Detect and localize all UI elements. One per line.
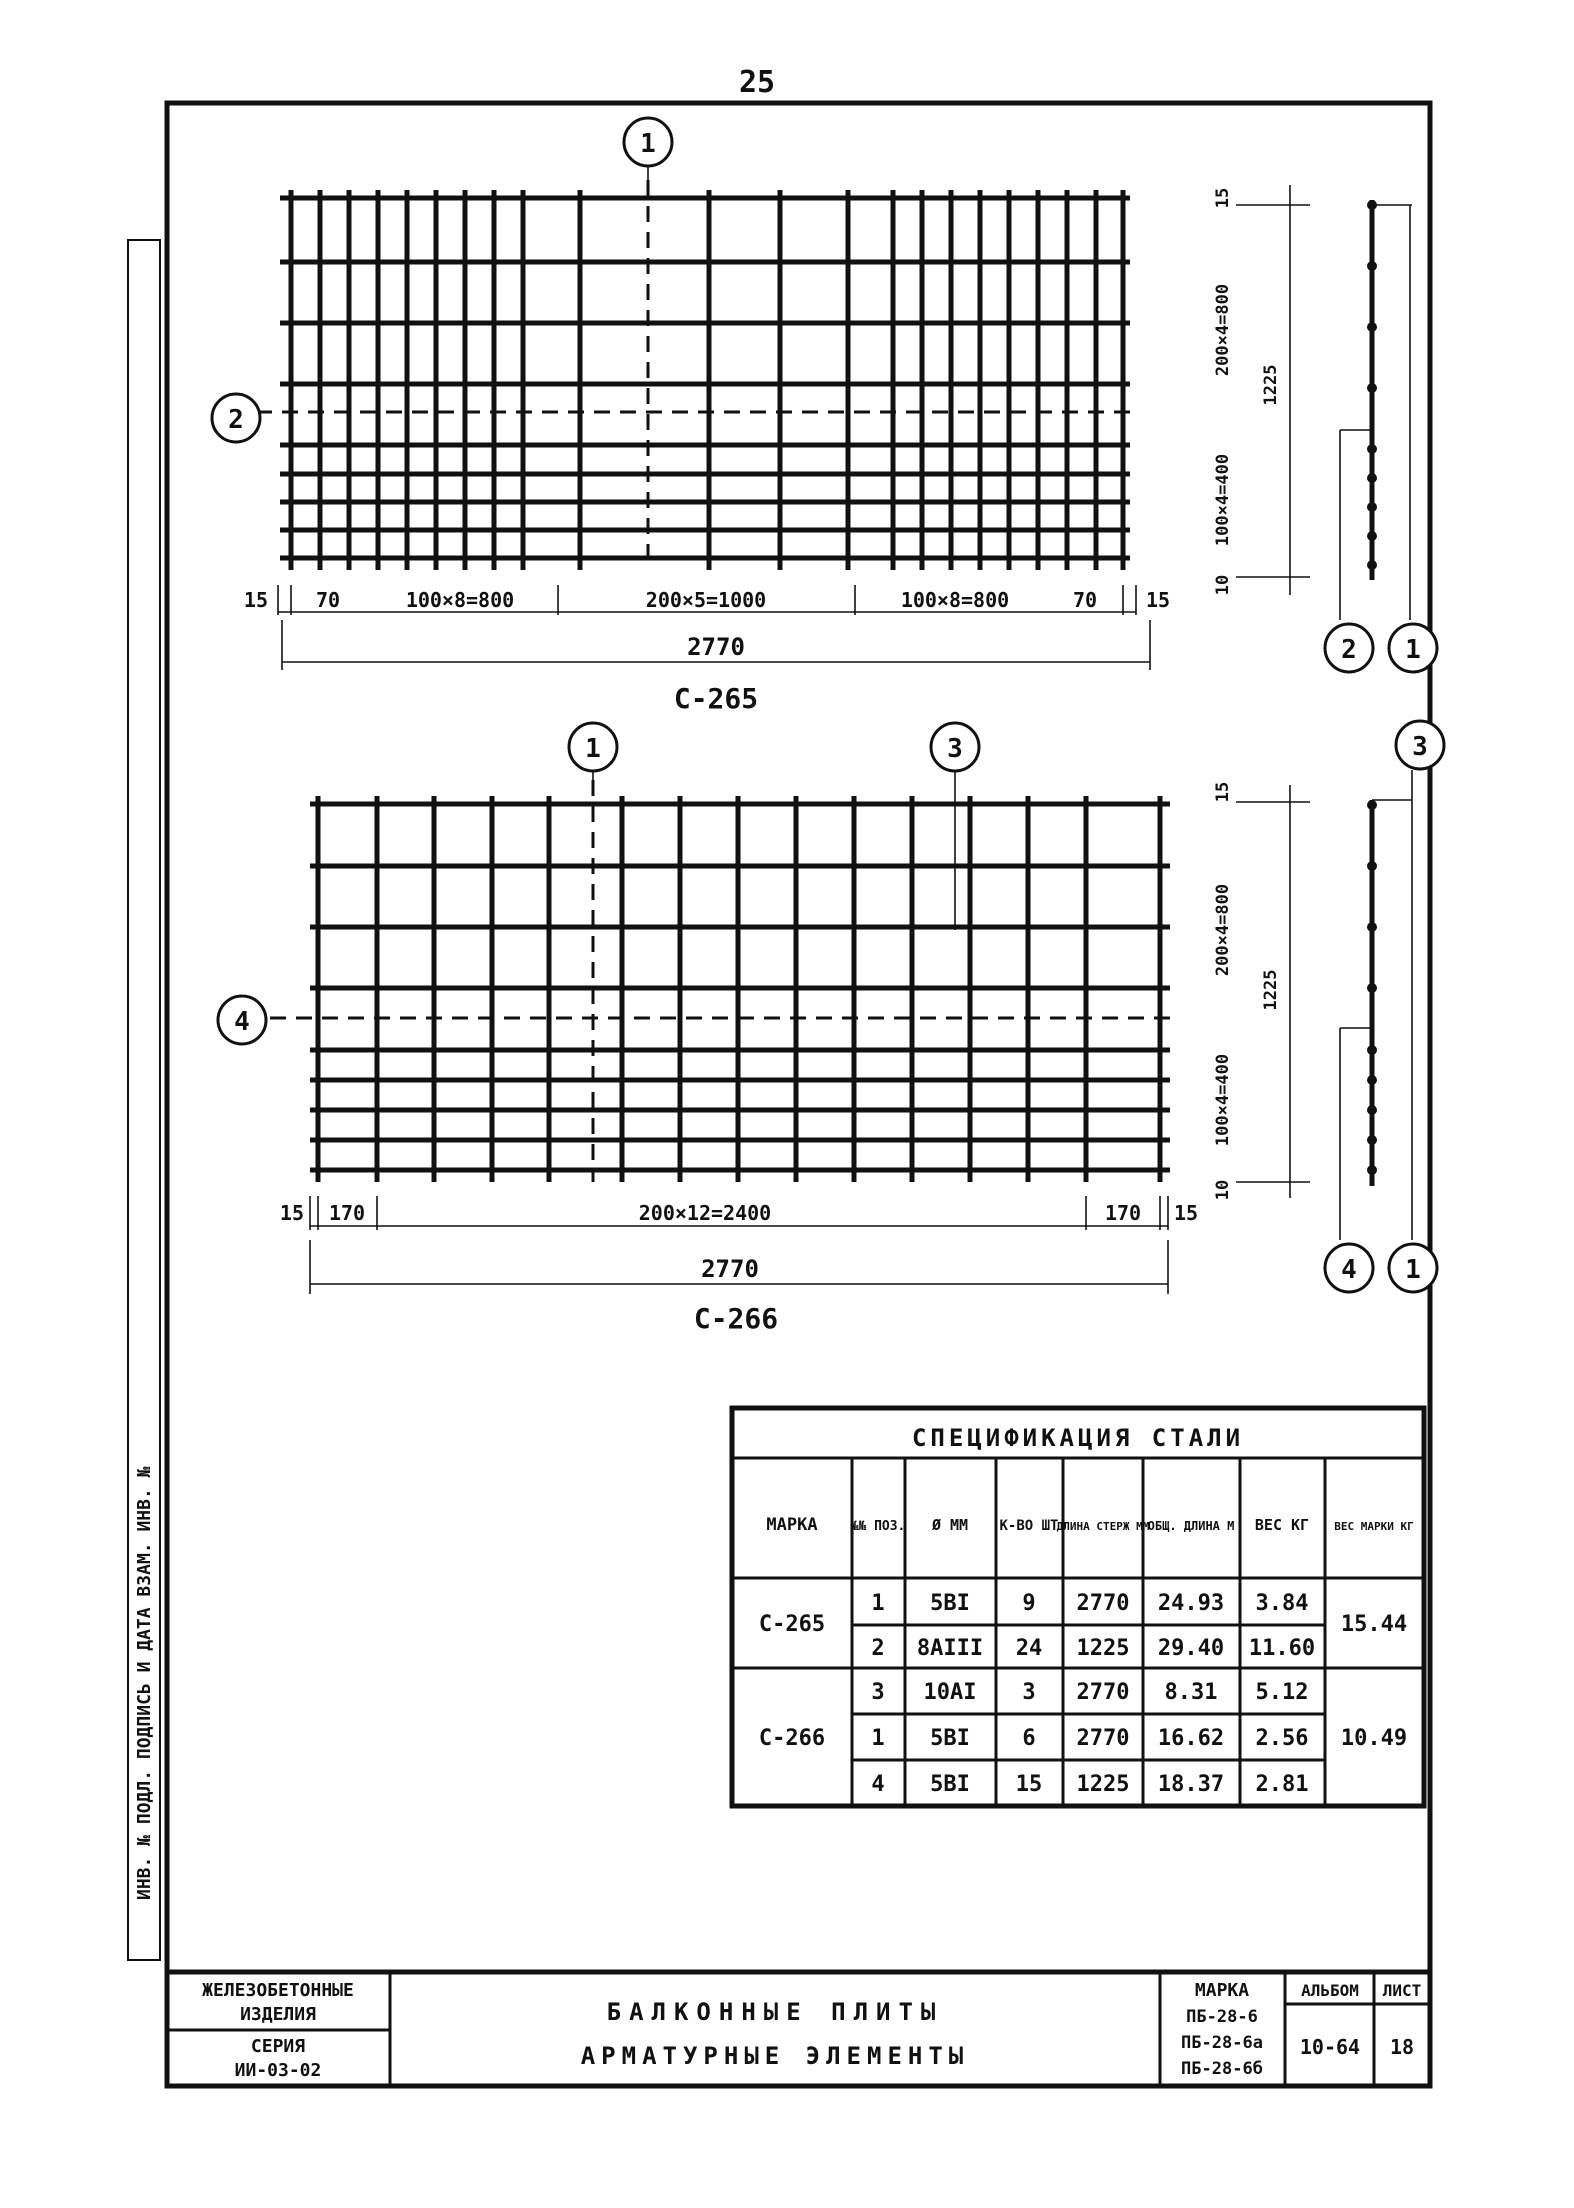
svg-text:5ВI: 5ВI (930, 1772, 970, 1797)
title-block (167, 1972, 1430, 2086)
svg-text:9: 9 (1022, 1591, 1036, 1616)
title-series-label: СЕРИЯ (250, 2036, 306, 2057)
mesh1-side-total: 1225 (1261, 364, 1281, 406)
svg-text:3: 3 (871, 1680, 885, 1705)
mesh2-side-callout-a: 3 (1412, 732, 1428, 762)
mesh1-dim-end-right: 70 (1072, 588, 1098, 612)
mesh1-side-bottom: 10 (1213, 574, 1233, 596)
mesh2-side-lower: 100×4=400 (1213, 1053, 1233, 1147)
svg-text:24.93: 24.93 (1157, 1591, 1225, 1616)
spec-g2-total: 10.49 (1340, 1726, 1408, 1751)
svg-text:16.62: 16.62 (1157, 1726, 1225, 1751)
svg-text:8АIII: 8АIII (916, 1636, 984, 1661)
spec-g2-mark: С-266 (758, 1726, 826, 1751)
mesh1-dim-seg-left: 100×8=800 (405, 588, 515, 612)
mesh2-dim-seg-mid: 200×12=2400 (638, 1201, 772, 1225)
svg-text:3: 3 (1022, 1680, 1036, 1705)
mesh2-callout-4 (218, 996, 266, 1044)
svg-text:5.12: 5.12 (1255, 1680, 1309, 1705)
svg-text:2: 2 (228, 405, 244, 435)
mesh2-dim-end-left: 170 (328, 1201, 366, 1225)
spec-header-len: ДЛИНА СТЕРЖ ММ (1056, 1520, 1150, 1533)
svg-text:18.37: 18.37 (1157, 1772, 1225, 1797)
mesh1-mark: С-265 (673, 682, 759, 715)
svg-text:1225: 1225 (1076, 1636, 1130, 1661)
title-line-2: АРМАТУРНЫЕ ЭЛЕМЕНТЫ (580, 2042, 970, 2070)
svg-text:10АI: 10АI (923, 1680, 977, 1705)
mesh2-dimensions (280, 1196, 1198, 1294)
svg-text:2: 2 (871, 1636, 885, 1661)
mesh1-side-lower: 100×4=400 (1213, 453, 1233, 547)
svg-text:1: 1 (640, 129, 656, 159)
mesh2-side-bottom: 10 (1213, 1179, 1233, 1201)
mesh2-side-callout-b: 4 (1341, 1255, 1357, 1285)
page-number: 25 (738, 65, 776, 100)
svg-text:2770: 2770 (1076, 1591, 1130, 1616)
mesh-c265 (212, 118, 1437, 715)
mesh1-dim-edge-right: 15 (1146, 588, 1171, 612)
title-sheet-value: 18 (1389, 2035, 1415, 2059)
mesh2-callout-1 (569, 723, 617, 790)
mesh1-side-view (1213, 185, 1437, 672)
title-mark-3: ПБ-28-6б (1181, 2059, 1263, 2079)
svg-text:2770: 2770 (1076, 1680, 1130, 1705)
spec-header-mark: МАРКА (766, 1515, 818, 1535)
svg-text:8.31: 8.31 (1164, 1680, 1218, 1705)
title-album-value: 10-64 (1299, 2035, 1361, 2059)
svg-text:5ВI: 5ВI (930, 1726, 970, 1751)
svg-text:1: 1 (871, 1591, 885, 1616)
svg-text:24: 24 (1015, 1636, 1043, 1661)
side-stamp: ИНВ. № ПОДЛ. ПОДПИСЬ И ДАТА ВЗАМ. ИНВ. № (134, 1466, 155, 1900)
spec-header-total-len: ОБЩ. ДЛИНА М (1147, 1519, 1235, 1533)
mesh1-dim-seg-right: 100×8=800 (900, 588, 1010, 612)
svg-text:1225: 1225 (1076, 1772, 1130, 1797)
mesh2-dim-total: 2770 (701, 1255, 759, 1283)
title-line-1: БАЛКОННЫЕ ПЛИТЫ (606, 1998, 944, 2026)
svg-text:3: 3 (947, 734, 963, 764)
svg-text:4: 4 (234, 1007, 250, 1037)
svg-text:6: 6 (1022, 1726, 1036, 1751)
spec-g1-total: 15.44 (1340, 1612, 1408, 1637)
title-category-1: ЖЕЛЕЗОБЕТОННЫЕ (202, 1980, 354, 2001)
mesh1-dim-seg-mid: 200×5=1000 (645, 588, 767, 612)
title-series-value: ИИ-03-02 (234, 2060, 322, 2081)
title-mark-label: МАРКА (1194, 1980, 1250, 2001)
spec-header-weight: ВЕС КГ (1254, 1516, 1310, 1534)
mesh1-callout-2 (212, 394, 260, 442)
svg-text:2.56: 2.56 (1255, 1726, 1309, 1751)
mesh2-side-upper: 200×4=800 (1213, 883, 1233, 977)
svg-text:2770: 2770 (1076, 1726, 1130, 1751)
spec-header-dia: Ø ММ (931, 1516, 969, 1534)
spec-header-qty: К-ВО ШТ (999, 1518, 1059, 1534)
title-mark-2: ПБ-28-6а (1181, 2033, 1263, 2053)
title-category-2: ИЗДЕЛИЯ (240, 2004, 316, 2025)
title-sheet-label: ЛИСТ (1382, 1981, 1422, 2000)
mesh1-dimensions (244, 585, 1170, 670)
mesh1-dim-edge-left: 15 (243, 588, 268, 612)
title-mark-1: ПБ-28-6 (1186, 2007, 1258, 2027)
mesh1-side-callout-b: 1 (1405, 635, 1421, 665)
mesh1-side-top: 15 (1213, 187, 1233, 209)
mesh2-dim-edge-right: 15 (1174, 1201, 1199, 1225)
spec-title: СПЕЦИФИКАЦИЯ СТАЛИ (911, 1424, 1245, 1452)
mesh2-side-view (1213, 721, 1444, 1292)
mesh1-side-callout-a: 2 (1341, 635, 1357, 665)
spec-table (732, 1408, 1424, 1806)
svg-text:4: 4 (871, 1772, 885, 1797)
mesh2-mark: С-266 (693, 1302, 779, 1335)
mesh2-side-total: 1225 (1261, 969, 1281, 1011)
svg-text:15: 15 (1015, 1772, 1043, 1797)
mesh2-bars (270, 780, 1170, 1182)
mesh1-dim-end-left: 70 (315, 588, 341, 612)
mesh2-dim-edge-left: 15 (279, 1201, 304, 1225)
svg-text:11.60: 11.60 (1248, 1636, 1316, 1661)
mesh1-callout-1 (624, 118, 672, 184)
mesh1-bars (230, 180, 1130, 570)
svg-text:5ВI: 5ВI (930, 1591, 970, 1616)
svg-text:3.84: 3.84 (1255, 1591, 1309, 1616)
title-album-label: АЛЬБОМ (1301, 1981, 1359, 2000)
svg-text:2.81: 2.81 (1255, 1772, 1309, 1797)
svg-text:1: 1 (585, 734, 601, 764)
spec-header-pos: №№ ПОЗ. (850, 1519, 906, 1534)
mesh1-side-upper: 200×4=800 (1213, 283, 1233, 377)
mesh2-side-callout-c: 1 (1405, 1255, 1421, 1285)
mesh-c266 (218, 721, 1444, 1335)
mesh2-side-top: 15 (1213, 781, 1233, 803)
svg-text:29.40: 29.40 (1157, 1636, 1225, 1661)
spec-g1-mark: С-265 (758, 1612, 826, 1637)
svg-text:1: 1 (871, 1726, 885, 1751)
spec-header-mark-weight: ВЕС МАРКИ КГ (1334, 1520, 1414, 1533)
mesh1-dim-total: 2770 (687, 633, 745, 661)
mesh2-dim-end-right: 170 (1104, 1201, 1142, 1225)
